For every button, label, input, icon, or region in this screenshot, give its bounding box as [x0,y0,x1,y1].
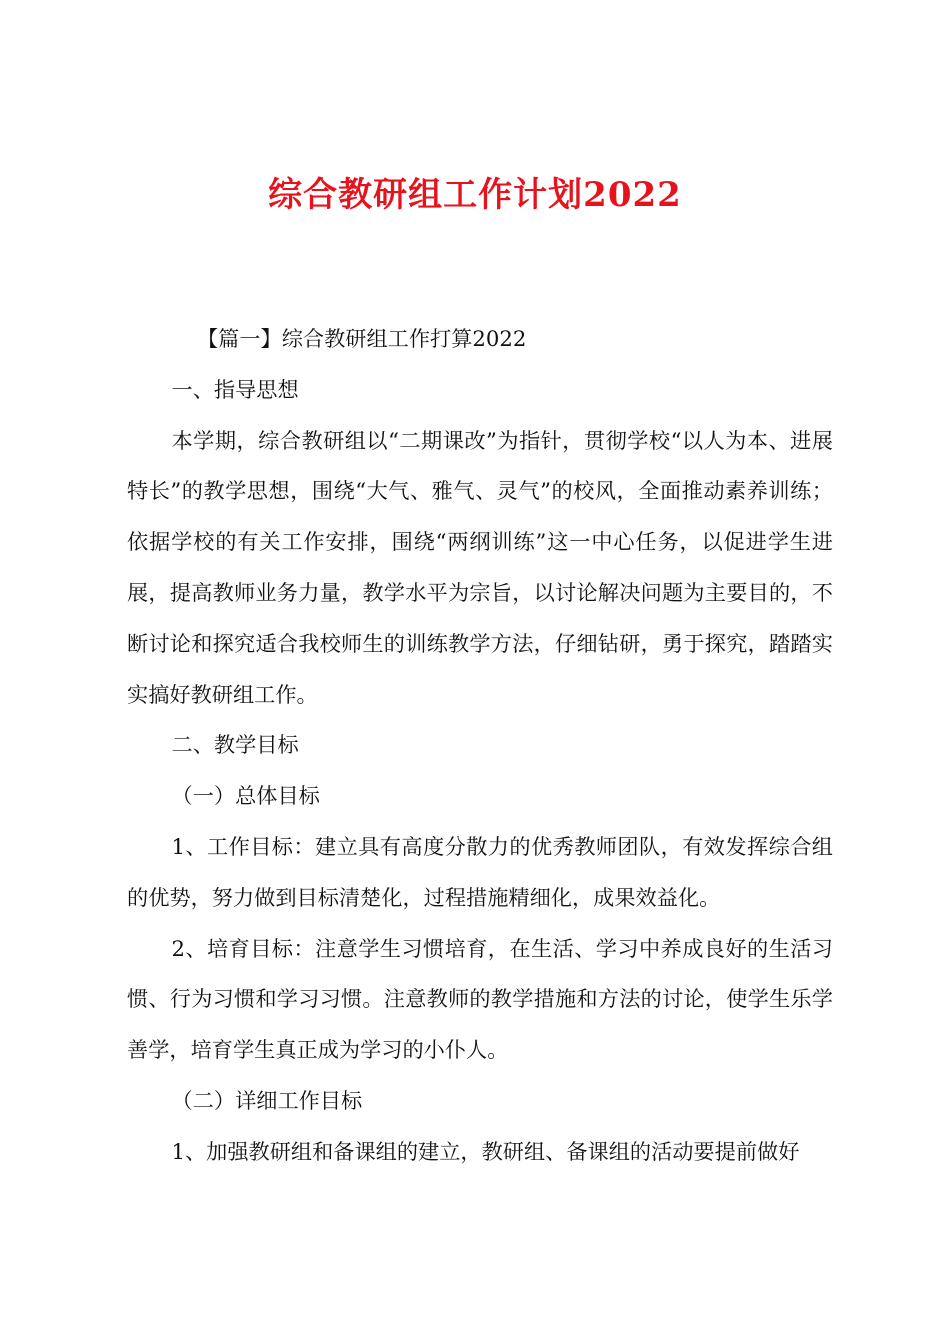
body-paragraph: 2、培育目标：注意学生习惯培育，在生活、学习中养成良好的生活习惯、行为习惯和学习习惯。注意教师的教学措施和方法的讨论，使学生乐学善学，培育学生真正成为学习的小仆人。 [127,935,833,1063]
subsection-heading: （二）详细工作目标 [171,1087,363,1113]
body-paragraph: 1、加强教研组和备课组的建立，教研组、备课组的活动要提前做好 [171,1138,800,1164]
subsection-heading: 二、教学目标 [171,732,299,758]
section-heading: 【篇一】综合教研组工作打算2022 [196,326,527,351]
subsection-heading: （一）总体目标 [171,783,320,809]
document-title: 综合教研组工作计划2022 [268,175,682,215]
body-paragraph: 本学期，综合教研组以“二期课改”为指针，贯彻学校“以人为本、进展特长”的教学思想，围绕“大气、雅气、灵气”的校风，全面推动素养训练；依据学校的有关工作安排，围绕“两纲训练”这一中心任务，以促进学生进展，提高教师业务力量，教学水平为宗旨，以讨论解决问题为主要目的，不断讨论和探究适合我校师生的训练教学方法，仔细钻研，勇于探究，踏踏实实搞好教研组工作。 [127,427,833,707]
body-paragraph: 1、工作目标：建立具有高度分散力的优秀教师团队，有效发挥综合组的优势，努力做到目标清楚化，过程措施精细化，成果效益化。 [127,833,833,910]
document-body [127,314,833,1178]
subsection-heading: 一、指导思想 [171,376,299,402]
